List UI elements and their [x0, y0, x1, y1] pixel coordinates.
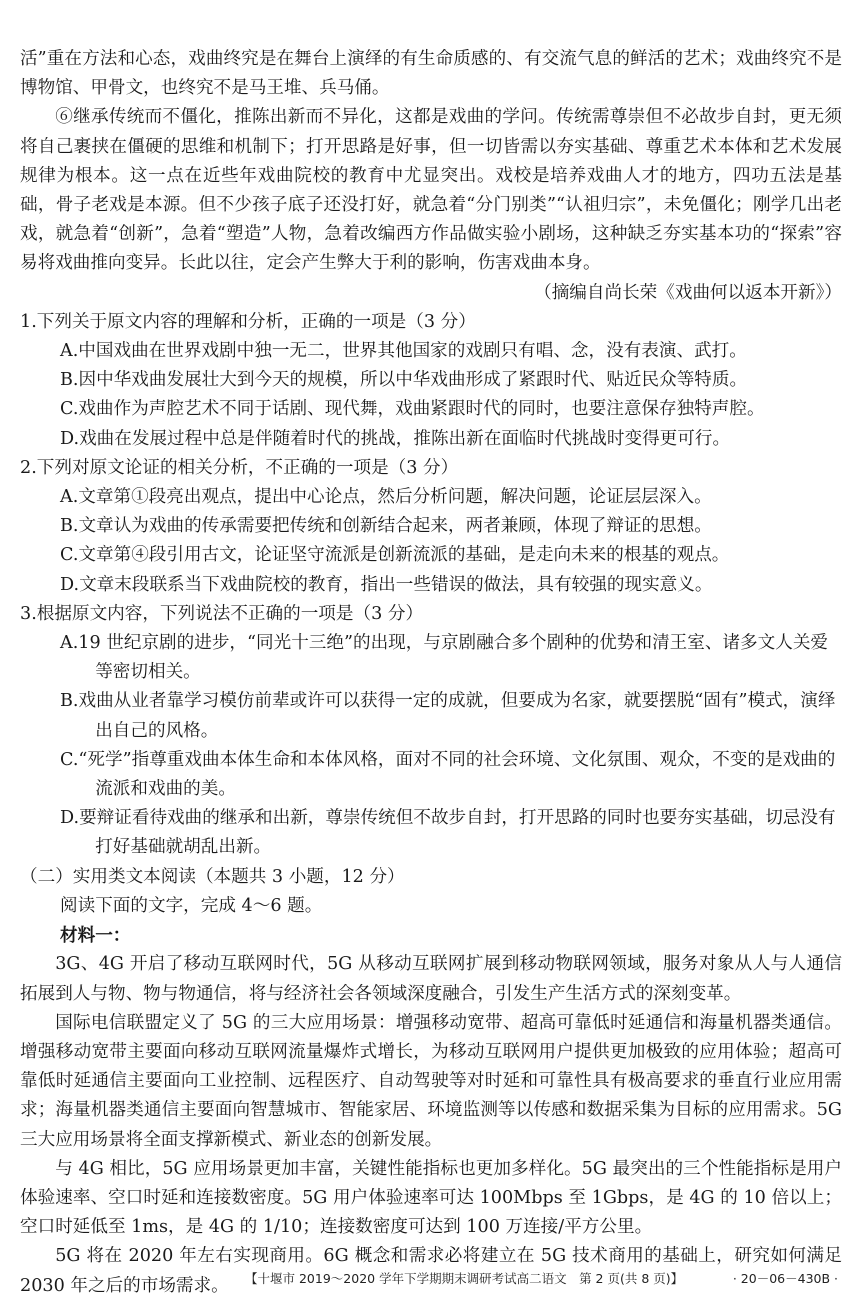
question-1 — [20, 308, 842, 454]
material-label: 材料一： — [60, 925, 131, 947]
option-c: C.戏曲作为声腔艺术不同于话剧、现代舞，戏曲紧跟时代的同时，也要注意保存独特声腔。 — [60, 399, 765, 420]
question-stem: 3.根据原文内容，下列说法不正确的一项是（3 分） — [20, 603, 424, 624]
option-b: B.文章认为戏曲的传承需要把传统和创新结合起来，两者兼顾，体现了辩证的思想。 — [60, 516, 712, 537]
material-paragraph: 国际电信联盟定义了 5G 的三大应用场景：增强移动宽带、超高可靠低时延通信和海量机器类通信。增强移动宽带主要面向移动互联网流量爆炸式增长，为移动互联网用户提供更加极致的应用体验；超高可靠低时延通信主要面向工业控制、远程医疗、自动驾驶等对时延和可靠性具有极高要求的垂直行业应用需求；海量机器类通信主要面向智慧城市、智能家居、环境监测等以传感和数据采集为目标的应用需求。5G 三大应用场景将全面支撑新模式、新业态的创新发展。 — [20, 1012, 842, 1150]
question-2 — [20, 454, 842, 600]
footer-code: · 20－06－430B · — [732, 1271, 838, 1286]
option-a: A.文章第①段亮出观点，提出中心论点，然后分析问题，解决问题，论证层层深入。 — [60, 487, 712, 508]
option-a: A.中国戏曲在世界戏剧中独一无二，世界其他国家的戏剧只有唱、念，没有表演、武打。 — [60, 341, 747, 362]
option-d: D.戏曲在发展过程中总是伴随着时代的挑战，推陈出新在面临时代挑战时变得更可行。 — [60, 428, 731, 449]
option-a: A.19 世纪京剧的进步，“同光十三绝”的出现，与京剧融合多个剧种的优势和清王室、诸多文人关爱等密切相关。 — [60, 633, 829, 683]
passage-source: （摘编自尚长荣《戏曲何以返本开新》） — [534, 282, 842, 303]
passage-paragraph-5-tail: 活”重在方法和心态，戏曲终究是在舞台上演绎的有生命质感的、有交流气息的鲜活的艺术；戏曲终究不是博物馆、甲骨文，也终究不是马王堆、兵马俑。 — [20, 49, 842, 99]
passage-paragraph-6: ⑥继承传统而不僵化，推陈出新而不异化，这都是戏曲的学问。传统需尊崇但不必故步自封，更无须将自己裹挟在僵硬的思维和机制下；打开思路是好事，但一切皆需以夯实基础、尊重艺术本体和艺术发展规律为根本。这一点在近些年戏曲院校的教育中尤显突出。戏校是培养戏曲人才的地方，四功五法是基础，骨子老戏是本源。但不少孩子底子还没打好，就急着“分门别类”“认祖归宗”，未免僵化；刚学几出老戏，就急着“创新”，急着“塑造”人物，急着改编西方作品做实验小剧场，这种缺乏夯实基本功的“探索”容易将戏曲推向变异。长此以往，定会产生弊大于利的影响，伤害戏曲本身。 — [20, 107, 842, 274]
question-stem: 1.下列关于原文内容的理解和分析，正确的一项是（3 分） — [20, 311, 476, 332]
option-b: B.戏曲从业者靠学习模仿前辈或许可以获得一定的成就，但要成为名家，就要摆脱“固有”模式，演绎出自己的风格。 — [60, 691, 836, 741]
option-c: C.“死学”指尊重戏曲本体生命和本体风格，面对不同的社会环境、文化氛围、观众，不变的是戏曲的流派和戏曲的美。 — [60, 749, 836, 800]
option-b: B.因中华戏曲发展壮大到今天的规模，所以中华戏曲形成了紧跟时代、贴近民众等特质。 — [60, 370, 748, 391]
option-d: D.要辩证看待戏曲的继承和出新，尊崇传统但不故步自封，打开思路的同时也要夯实基础，切忌没有打好基础就胡乱出新。 — [60, 808, 836, 858]
question-3 — [20, 600, 842, 863]
material-paragraph: 与 4G 相比，5G 应用场景更加丰富，关键性能指标也更加多样化。5G 最突出的三个性能指标是用户体验速率、空口时延和连接数密度。5G 用户体验速率可达 100Mbps 至 1Gbps，是 4G 的 10 倍以上；空口时延低至 1ms，是 4G 的 1/10；连接数密度可达到 100 万连接/平方公里。 — [20, 1158, 842, 1238]
section-heading: （二）实用类文本阅读（本题共 3 小题，12 分） — [20, 866, 405, 887]
material-paragraph: 3G、4G 开启了移动互联网时代，5G 从移动互联网扩展到移动物联网领域，服务对象从人与人通信拓展到人与物、物与物通信，将与经济社会各领域深度融合，引发生产生活方式的深刻变革。 — [20, 954, 842, 1004]
question-stem: 2.下列对原文论证的相关分析，不正确的一项是（3 分） — [20, 457, 459, 478]
material-paragraph: 5G 将在 2020 年左右实现商用。6G 概念和需求必将建立在 5G 技术商用的基础上，研究如何满足 2030 年之后的市场需求。 — [20, 1246, 842, 1296]
exam-page — [20, 45, 842, 1301]
option-c: C.文章第④段引用古文，论证坚守流派是创新流派的基础，是走向未来的根基的观点。 — [60, 545, 730, 566]
option-d: D.文章末段联系当下戏曲院校的教育，指出一些错误的做法，具有较强的现实意义。 — [60, 574, 713, 595]
section-instruction: 阅读下面的文字，完成 4～6 题。 — [60, 895, 323, 916]
footer-page-info: 【十堰市 2019～2020 学年下学期期末调研考试高二语文 第 2 页(共 8 页)】 — [245, 1271, 684, 1286]
